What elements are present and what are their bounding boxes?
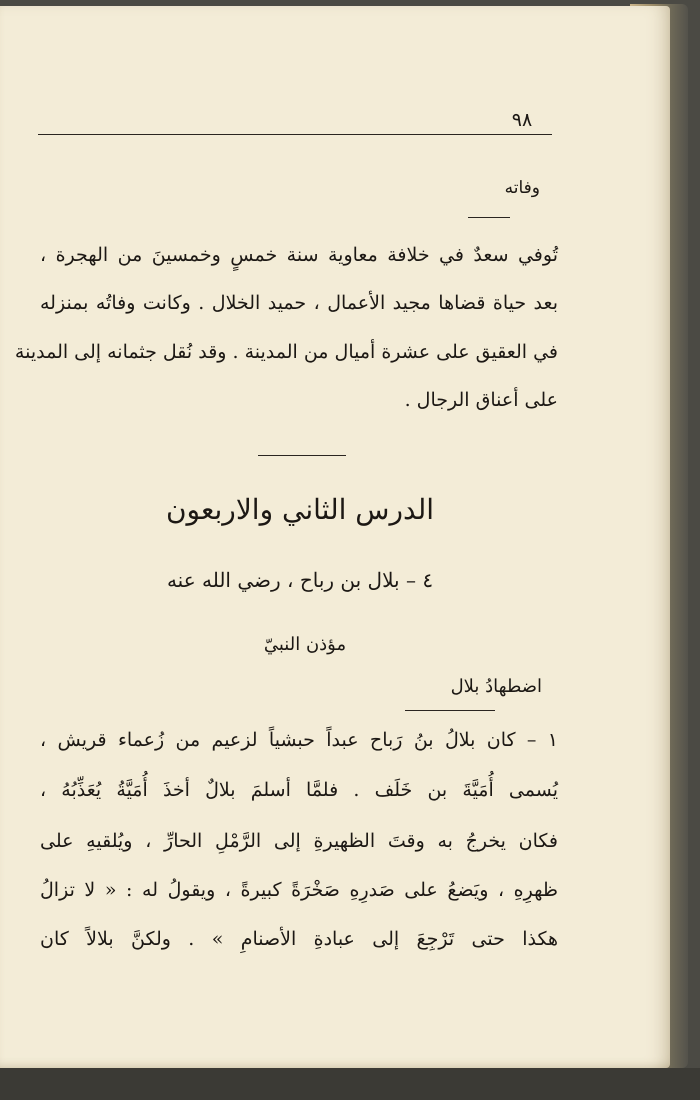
- section-divider: [258, 455, 346, 456]
- section-line-1: تُوفي سعدٌ في خلافة معاوية سنة خمسٍ وخمسينَ من الهجرة ،: [40, 244, 558, 266]
- section-line-3: في العقيق على عشرة أميال من المدينة . وقد نُقل جثمانه إلى المدينة: [14, 341, 558, 363]
- background-bottom: [0, 1068, 700, 1100]
- story-line-1: ١ – كان بلالُ بنُ رَباح عبداً حبشياً لزعيم من زُعماء قريش ،: [40, 729, 558, 751]
- section-line-2: بعد حياة قضاها مجيد الأعمال ، حميد الخلال . وكانت وفاتُه بمنزله: [40, 292, 558, 314]
- section-title: وفاته: [504, 178, 540, 198]
- section-title-underline: [468, 217, 510, 218]
- story-line-2: يُسمى أُمَيَّةَ بن خَلَف . فلمَّا أسلمَ بلالٌ أخذَ أُمَيَّةُ يُعَذِّبُهُ ،: [40, 779, 558, 801]
- story-line-4: ظهرِهِ ، ويَضعُ على صَدرِهِ صَخْرَةً كبيرةً ، ويقولُ له : « لا تزالُ: [40, 879, 558, 901]
- story-heading: اضطهادُ بلال: [450, 676, 542, 697]
- header-rule: [38, 134, 552, 135]
- lesson-title: الدرس الثاني والاربعون: [165, 493, 435, 526]
- lesson-subtitle: ٤ – بلال بن رباح ، رضي الله عنه: [166, 568, 434, 592]
- story-line-5: هكذا حتى تَرْجِعَ إلى عبادةِ الأصنامِ » . ولكنَّ بلالاً كان: [40, 928, 558, 950]
- book-page: [0, 6, 670, 1068]
- story-line-3: فكان يخرجُ به وقتَ الظهيرةِ إلى الرَّمْلِ الحارِّ ، ويُلقيهِ على: [40, 830, 558, 852]
- page-number: ٩٨: [511, 109, 533, 131]
- lesson-subheading: مؤذن النبيّ: [263, 634, 347, 655]
- story-heading-underline: [405, 710, 495, 711]
- section-line-4: على أعناق الرجال .: [404, 389, 558, 411]
